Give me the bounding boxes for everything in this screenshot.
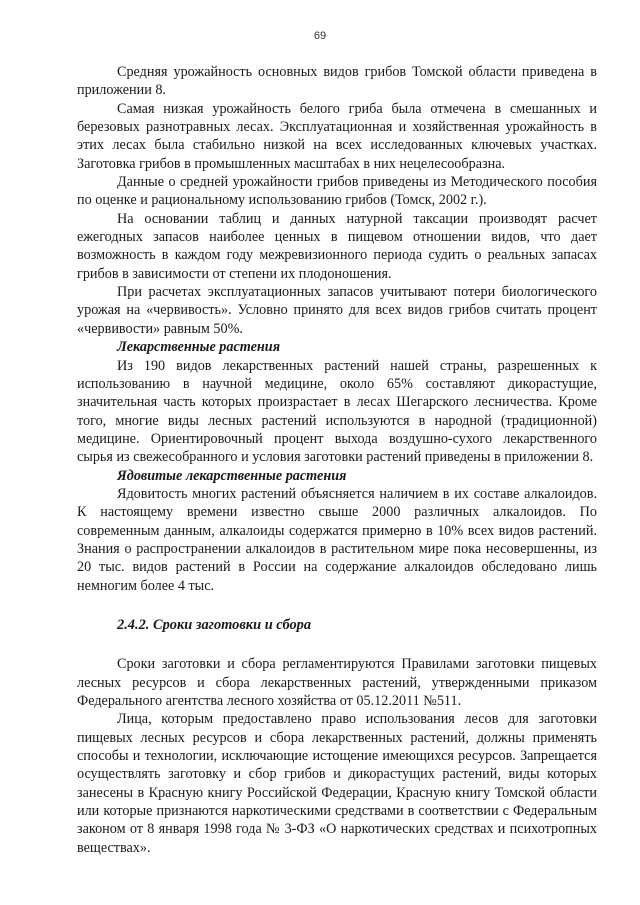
page-number: 69: [313, 30, 327, 42]
paragraph-worminess-losses: При расчетах эксплуатационных запасов учитывают потери биологического урожая на «червивость». Условно принято для всех видов грибов считать процент «червивости» равным 50%.: [77, 284, 597, 337]
subheading-poisonous-plants: Ядовитые лекарственные растения: [117, 467, 347, 484]
paragraph-data-source: Данные о средней урожайности грибов приведены из Методического пособия по оценке и рациональному использованию грибов (Томск, 2002 г.).: [77, 174, 597, 209]
paragraph-alkaloids: Ядовитость многих растений объясняется наличием в их составе алкалоидов. К настоящему времени известно свыше 2000 различных алкалоидов. По современным данным, алкалоиды содержатся примерно в 10% всех видов растений. Знания о распространении алкалоидов в растительном мире пока несовершенны, из 20 тыс. видов растений в России на содержание алкалоидов обследовано лишь немногим более 4 тыс.: [77, 485, 597, 594]
paragraph-annual-stock-calculation: На основании таблиц и данных натурной таксации производят расчет ежегодных запасов наиболее ценных в пищевом отношении видов, что дает возможность в каждом году межревизионного периода судить о реальных запасах грибов в зависимости от степени их плодоношения.: [77, 210, 597, 282]
section-title: 2.4.2. Сроки заготовки и сбора: [117, 616, 312, 633]
page-body: [77, 63, 597, 857]
paragraph-mushroom-yield-appendix: Средняя урожайность основных видов грибов Томской области приведена в приложении 8.: [77, 64, 597, 99]
paragraph-porcini-low-yield: Самая низкая урожайность белого гриба была отмечена в смешанных и березовых разнотравных лесах. Эксплуатационная и хозяйственная урожайность в этих лесах была стабильно низкой на всех исследованных ключевых участках. Заготовка грибов в промышленных масштабах в них нецелесообразна.: [77, 100, 597, 172]
paragraph-harvest-rules: Сроки заготовки и сбора регламентируются Правилами заготовки пищевых лесных ресурсов и сбора лекарственных растений, утвержденными приказом Федерального агентства лесного хозяйства от 05.12.2011 №511.: [77, 656, 597, 709]
paragraph-medicinal-plants: Из 190 видов лекарственных растений нашей страны, разрешенных к использованию в научной медицине, около 65% составляют дикорастущие, значительная часть которых произрастает в лесах Шегарского лесничества. Кроме того, многие виды лесных растений используются в народной (традиционной) медицине. Ориентировочный процент выхода воздушно-сухого лекарственного сырья из свежесобранного и условия заготовки растений приведены в приложении 8.: [77, 357, 597, 466]
subheading-medicinal-plants: Лекарственные растения: [117, 339, 280, 356]
paragraph-harvest-restrictions: Лица, которым предоставлено право использования лесов для заготовки пищевых лесных ресурсов и сбора лекарственных растений, должны применять способы и технологии, исключающие истощение имеющихся ресурсов. Запрещается осуществлять заготовку и сбор грибов и дикорастущих растений, виды которых занесены в Красную книгу Российской Федерации, Красную книгу Томской области или которые признаются наркотическими средствами в соответствии с Федеральным законом от 8 января 1998 года № 3-ФЗ «О наркотических средствах и психотропных веществах».: [77, 711, 597, 856]
